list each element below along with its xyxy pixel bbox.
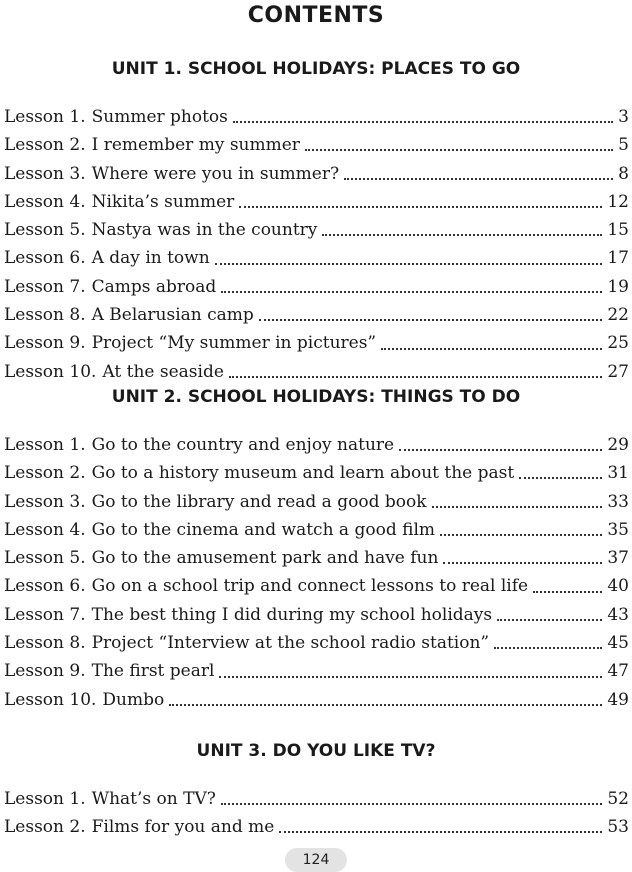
- dot-leader: [381, 335, 602, 353]
- dot-leader: [233, 108, 613, 126]
- lesson-row[interactable]: [0, 785, 632, 813]
- lesson-page-number: 49: [607, 689, 629, 710]
- lesson-title: Project “Interview at the school radio station”: [91, 633, 490, 654]
- lesson-page-number: 35: [607, 519, 629, 540]
- lesson-page-number: 52: [607, 789, 629, 809]
- lesson-title: Nastya was in the country: [91, 220, 318, 241]
- lesson-title: Project “My summer in pictures”: [91, 333, 377, 354]
- lesson-title: Go to the library and read a good book: [91, 491, 427, 512]
- lesson-page-number: 29: [607, 435, 629, 455]
- lesson-number: Lesson 6.: [4, 248, 86, 269]
- lesson-title: Camps abroad: [91, 276, 217, 297]
- dot-leader: [169, 691, 602, 709]
- lesson-page-number: 40: [607, 576, 629, 597]
- lesson-page-number: 53: [607, 817, 629, 838]
- lesson-number: Lesson 5.: [4, 220, 86, 241]
- dot-leader: [322, 221, 602, 239]
- lesson-number: Lesson 6.: [4, 576, 86, 597]
- lesson-row[interactable]: [0, 601, 632, 629]
- lesson-title: A Belarusian camp: [91, 305, 254, 326]
- dot-leader: [259, 306, 603, 324]
- lesson-page-number: 47: [607, 661, 629, 682]
- lesson-title: Where were you in summer?: [91, 163, 340, 184]
- lesson-title: Go to the cinema and watch a good film: [91, 519, 436, 540]
- page-title: CONTENTS: [247, 3, 385, 28]
- dot-leader: [440, 521, 602, 539]
- lesson-title: Films for you and me: [91, 817, 275, 838]
- lesson-number: Lesson 4.: [4, 519, 86, 540]
- lesson-page-number: 12: [607, 191, 629, 212]
- lesson-page-number: 27: [607, 361, 629, 382]
- unit-3-section: [0, 740, 632, 842]
- lesson-title: A day in town: [91, 248, 210, 269]
- lesson-number: Lesson 1.: [4, 789, 86, 809]
- lesson-number: Lesson 3.: [4, 163, 86, 184]
- dot-leader: [221, 790, 603, 808]
- lesson-row[interactable]: [0, 188, 632, 216]
- lesson-row[interactable]: [0, 244, 632, 272]
- lesson-row[interactable]: [0, 131, 632, 159]
- lesson-number: Lesson 1.: [4, 435, 86, 455]
- lesson-title: Summer photos: [91, 107, 228, 127]
- lesson-number: Lesson 10.: [4, 361, 97, 382]
- lesson-number: Lesson 4.: [4, 191, 86, 212]
- dot-leader: [443, 549, 602, 567]
- lesson-page-number: 8: [618, 163, 629, 184]
- lesson-row[interactable]: [0, 657, 632, 685]
- lesson-page-number: 15: [607, 220, 629, 241]
- lesson-row[interactable]: [0, 544, 632, 572]
- lesson-number: Lesson 9.: [4, 333, 86, 354]
- unit-1-heading: UNIT 1. SCHOOL HOLIDAYS: PLACES TO GO: [111, 59, 521, 79]
- lesson-number: Lesson 3.: [4, 491, 86, 512]
- lesson-title: Go on a school trip and connect lessons to real life: [91, 576, 529, 597]
- dot-leader: [399, 436, 602, 454]
- lesson-number: Lesson 7.: [4, 604, 86, 625]
- lesson-title: Go to the amusement park and have fun: [91, 548, 439, 569]
- lesson-row[interactable]: [0, 301, 632, 329]
- lesson-row[interactable]: [0, 686, 632, 714]
- unit-1-section: [0, 58, 632, 386]
- lesson-row[interactable]: [0, 629, 632, 657]
- lesson-row[interactable]: [0, 459, 632, 487]
- dot-leader: [497, 606, 602, 624]
- lesson-number: Lesson 2.: [4, 817, 86, 838]
- dot-leader: [219, 663, 602, 681]
- lesson-number: Lesson 9.: [4, 661, 86, 682]
- lesson-row[interactable]: [0, 813, 632, 841]
- lesson-row[interactable]: [0, 216, 632, 244]
- lesson-number: Lesson 5.: [4, 548, 86, 569]
- lesson-number: Lesson 8.: [4, 633, 86, 654]
- lesson-row[interactable]: [0, 103, 632, 131]
- lesson-title: The first pearl: [91, 661, 215, 682]
- dot-leader: [344, 165, 613, 183]
- dot-leader: [221, 278, 602, 296]
- dot-leader: [533, 578, 602, 596]
- lesson-row[interactable]: [0, 431, 632, 459]
- dot-leader: [305, 136, 613, 154]
- lesson-number: Lesson 1.: [4, 107, 86, 127]
- lesson-title: What’s on TV?: [91, 789, 216, 809]
- lesson-title: I remember my summer: [91, 135, 300, 156]
- page-number-badge: 124: [285, 848, 347, 872]
- lesson-title: At the seaside: [102, 361, 224, 382]
- dot-leader: [519, 464, 602, 482]
- lesson-title: Dumbo: [102, 689, 165, 710]
- lesson-row[interactable]: [0, 516, 632, 544]
- lesson-row[interactable]: [0, 273, 632, 301]
- lesson-number: Lesson 10.: [4, 689, 97, 710]
- lesson-page-number: 22: [607, 305, 629, 326]
- unit-2-section: [0, 386, 632, 714]
- lesson-title: Go to the country and enjoy nature: [91, 435, 395, 455]
- unit-2-heading: UNIT 2. SCHOOL HOLIDAYS: THINGS TO DO: [111, 387, 521, 407]
- lesson-page-number: 3: [618, 107, 629, 127]
- unit-1-lesson-list: [0, 103, 632, 386]
- lesson-number: Lesson 7.: [4, 276, 86, 297]
- lesson-page-number: 5: [618, 135, 629, 156]
- lesson-row[interactable]: [0, 488, 632, 516]
- dot-leader: [239, 193, 602, 211]
- lesson-row[interactable]: [0, 358, 632, 386]
- lesson-title: Nikita’s summer: [91, 191, 235, 212]
- lesson-page-number: 31: [607, 463, 629, 484]
- lesson-page-number: 33: [607, 491, 629, 512]
- lesson-title: The best thing I did during my school holidays: [91, 604, 493, 625]
- lesson-number: Lesson 8.: [4, 305, 86, 326]
- lesson-row[interactable]: [0, 572, 632, 600]
- lesson-number: Lesson 2.: [4, 463, 86, 484]
- lesson-page-number: 45: [607, 633, 629, 654]
- lesson-page-number: 19: [607, 276, 629, 297]
- lesson-title: Go to a history museum and learn about the past: [91, 463, 515, 484]
- dot-leader: [494, 634, 602, 652]
- lesson-number: Lesson 2.: [4, 135, 86, 156]
- lesson-page-number: 25: [607, 333, 629, 354]
- dot-leader: [279, 818, 602, 836]
- dot-leader: [229, 363, 602, 381]
- lesson-page-number: 37: [607, 548, 629, 569]
- dot-leader: [215, 250, 603, 268]
- lesson-page-number: 43: [607, 604, 629, 625]
- lesson-row[interactable]: [0, 329, 632, 357]
- lesson-row[interactable]: [0, 160, 632, 188]
- dot-leader: [432, 493, 603, 511]
- unit-3-heading: UNIT 3. DO YOU LIKE TV?: [196, 741, 436, 761]
- unit-2-lesson-list: [0, 431, 632, 714]
- unit-3-lesson-list: [0, 785, 632, 842]
- lesson-page-number: 17: [607, 248, 629, 269]
